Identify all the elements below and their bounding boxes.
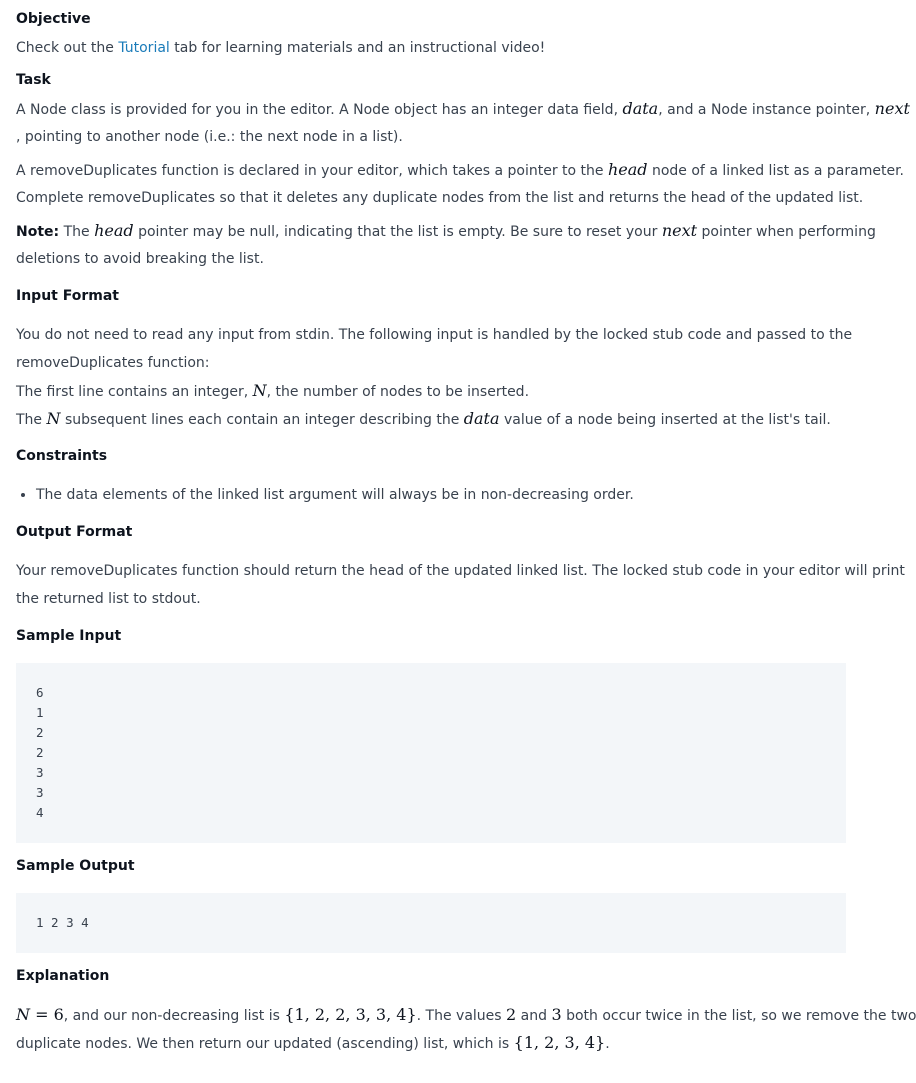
sample-input-heading: Sample Input <box>16 628 122 644</box>
sample-input-line: 2 <box>36 745 44 760</box>
objective-text-pre: Check out the <box>16 40 119 56</box>
math-data: data <box>463 409 500 428</box>
explanation-text: , and our non-decreasing list is <box>63 1008 285 1024</box>
sample-input-block <box>16 663 846 843</box>
note-text: The <box>59 224 95 240</box>
sample-input-line: 4 <box>36 805 44 820</box>
math-set: {1, 2, 2, 3, 3, 4} <box>284 1005 417 1024</box>
input-format-line-3 <box>16 377 529 406</box>
output-format-line-1: Your removeDuplicates function should return the head of the updated linked list. The locked stub code in your editor will print <box>16 563 905 579</box>
math-eq: = 6 <box>30 1005 64 1024</box>
explanation-text: and <box>516 1008 552 1024</box>
task-paragraph-1 <box>16 95 910 124</box>
task-paragraph-2-cont: Complete removeDuplicates so that it deletes any duplicate nodes from the list and returns the head of the updated list. <box>16 190 864 206</box>
sample-input-line: 3 <box>36 765 44 780</box>
task-p2-text: node of a linked list as a parameter. <box>647 163 904 179</box>
sample-output-line: 1 2 3 4 <box>36 915 89 930</box>
math-value: 2 <box>506 1005 517 1024</box>
objective-heading: Objective <box>16 11 91 27</box>
task-paragraph-1-cont: , pointing to another node (i.e.: the next node in a list). <box>16 129 403 145</box>
math-head: head <box>607 160 648 179</box>
task-p2-text: A removeDuplicates function is declared in your editor, which takes a pointer to the <box>16 163 608 179</box>
input-format-line-2: removeDuplicates function: <box>16 355 210 371</box>
objective-text <box>16 34 545 62</box>
output-format-line-2: the returned list to stdout. <box>16 591 201 607</box>
sample-output-heading: Sample Output <box>16 858 135 874</box>
explanation-heading: Explanation <box>16 968 110 984</box>
explanation-text: duplicate nodes. We then return our updated (ascending) list, which is <box>16 1036 514 1052</box>
input-format-text: The first line contains an integer, <box>16 384 253 400</box>
math-data: data <box>622 99 659 118</box>
math-next: next <box>874 99 910 118</box>
input-format-text: value of a node being inserted at the list's tail. <box>499 412 831 428</box>
task-note <box>16 217 876 246</box>
math-next: next <box>661 221 698 240</box>
task-note-cont: deletions to avoid breaking the list. <box>16 251 264 267</box>
input-format-heading: Input Format <box>16 288 119 304</box>
task-p1-text: , and a Node instance pointer, <box>658 102 875 118</box>
objective-text-post: tab for learning materials and an instructional video! <box>169 40 546 56</box>
constraint-item: • The data elements of the linked list argument will always be in non-decreasing order. <box>36 481 634 509</box>
task-heading: Task <box>16 72 51 88</box>
task-p1-text: A Node class is provided for you in the editor. A Node object has an integer data field, <box>16 102 623 118</box>
input-format-text: , the number of nodes to be inserted. <box>266 384 530 400</box>
note-label: Note: <box>16 224 60 240</box>
sample-input-line: 3 <box>36 785 44 800</box>
input-format-line-1: You do not need to read any input from stdin. The following input is handled by the locked stub code and passed to the <box>16 327 853 343</box>
math-N: N <box>46 409 61 428</box>
note-text: pointer may be null, indicating that the list is empty. Be sure to reset your <box>133 224 662 240</box>
explanation-text: . The values <box>416 1008 507 1024</box>
note-text: pointer when performing <box>697 224 876 240</box>
math-N: N <box>16 1005 30 1024</box>
explanation-text: . <box>605 1036 610 1052</box>
math-set: {1, 2, 3, 4} <box>513 1033 606 1052</box>
math-value: 3 <box>551 1005 562 1024</box>
output-format-heading: Output Format <box>16 524 133 540</box>
input-format-line-4 <box>16 405 831 434</box>
math-N: N <box>252 381 267 400</box>
explanation-line-2 <box>16 1029 610 1058</box>
tutorial-link[interactable]: Tutorial <box>118 40 170 56</box>
sample-input-line: 1 <box>36 705 44 720</box>
sample-input-line: 2 <box>36 725 44 740</box>
sample-output-block <box>16 893 846 953</box>
input-format-text: subsequent lines each contain an integer describing the <box>60 412 464 428</box>
task-paragraph-2 <box>16 156 904 185</box>
sample-input-line: 6 <box>36 685 44 700</box>
input-format-text: The <box>16 412 47 428</box>
math-head: head <box>94 221 134 240</box>
constraints-heading: Constraints <box>16 448 108 464</box>
constraints-list <box>16 481 634 509</box>
explanation-text: both occur twice in the list, so we remove the two <box>561 1008 916 1024</box>
explanation-line-1 <box>16 1001 916 1030</box>
